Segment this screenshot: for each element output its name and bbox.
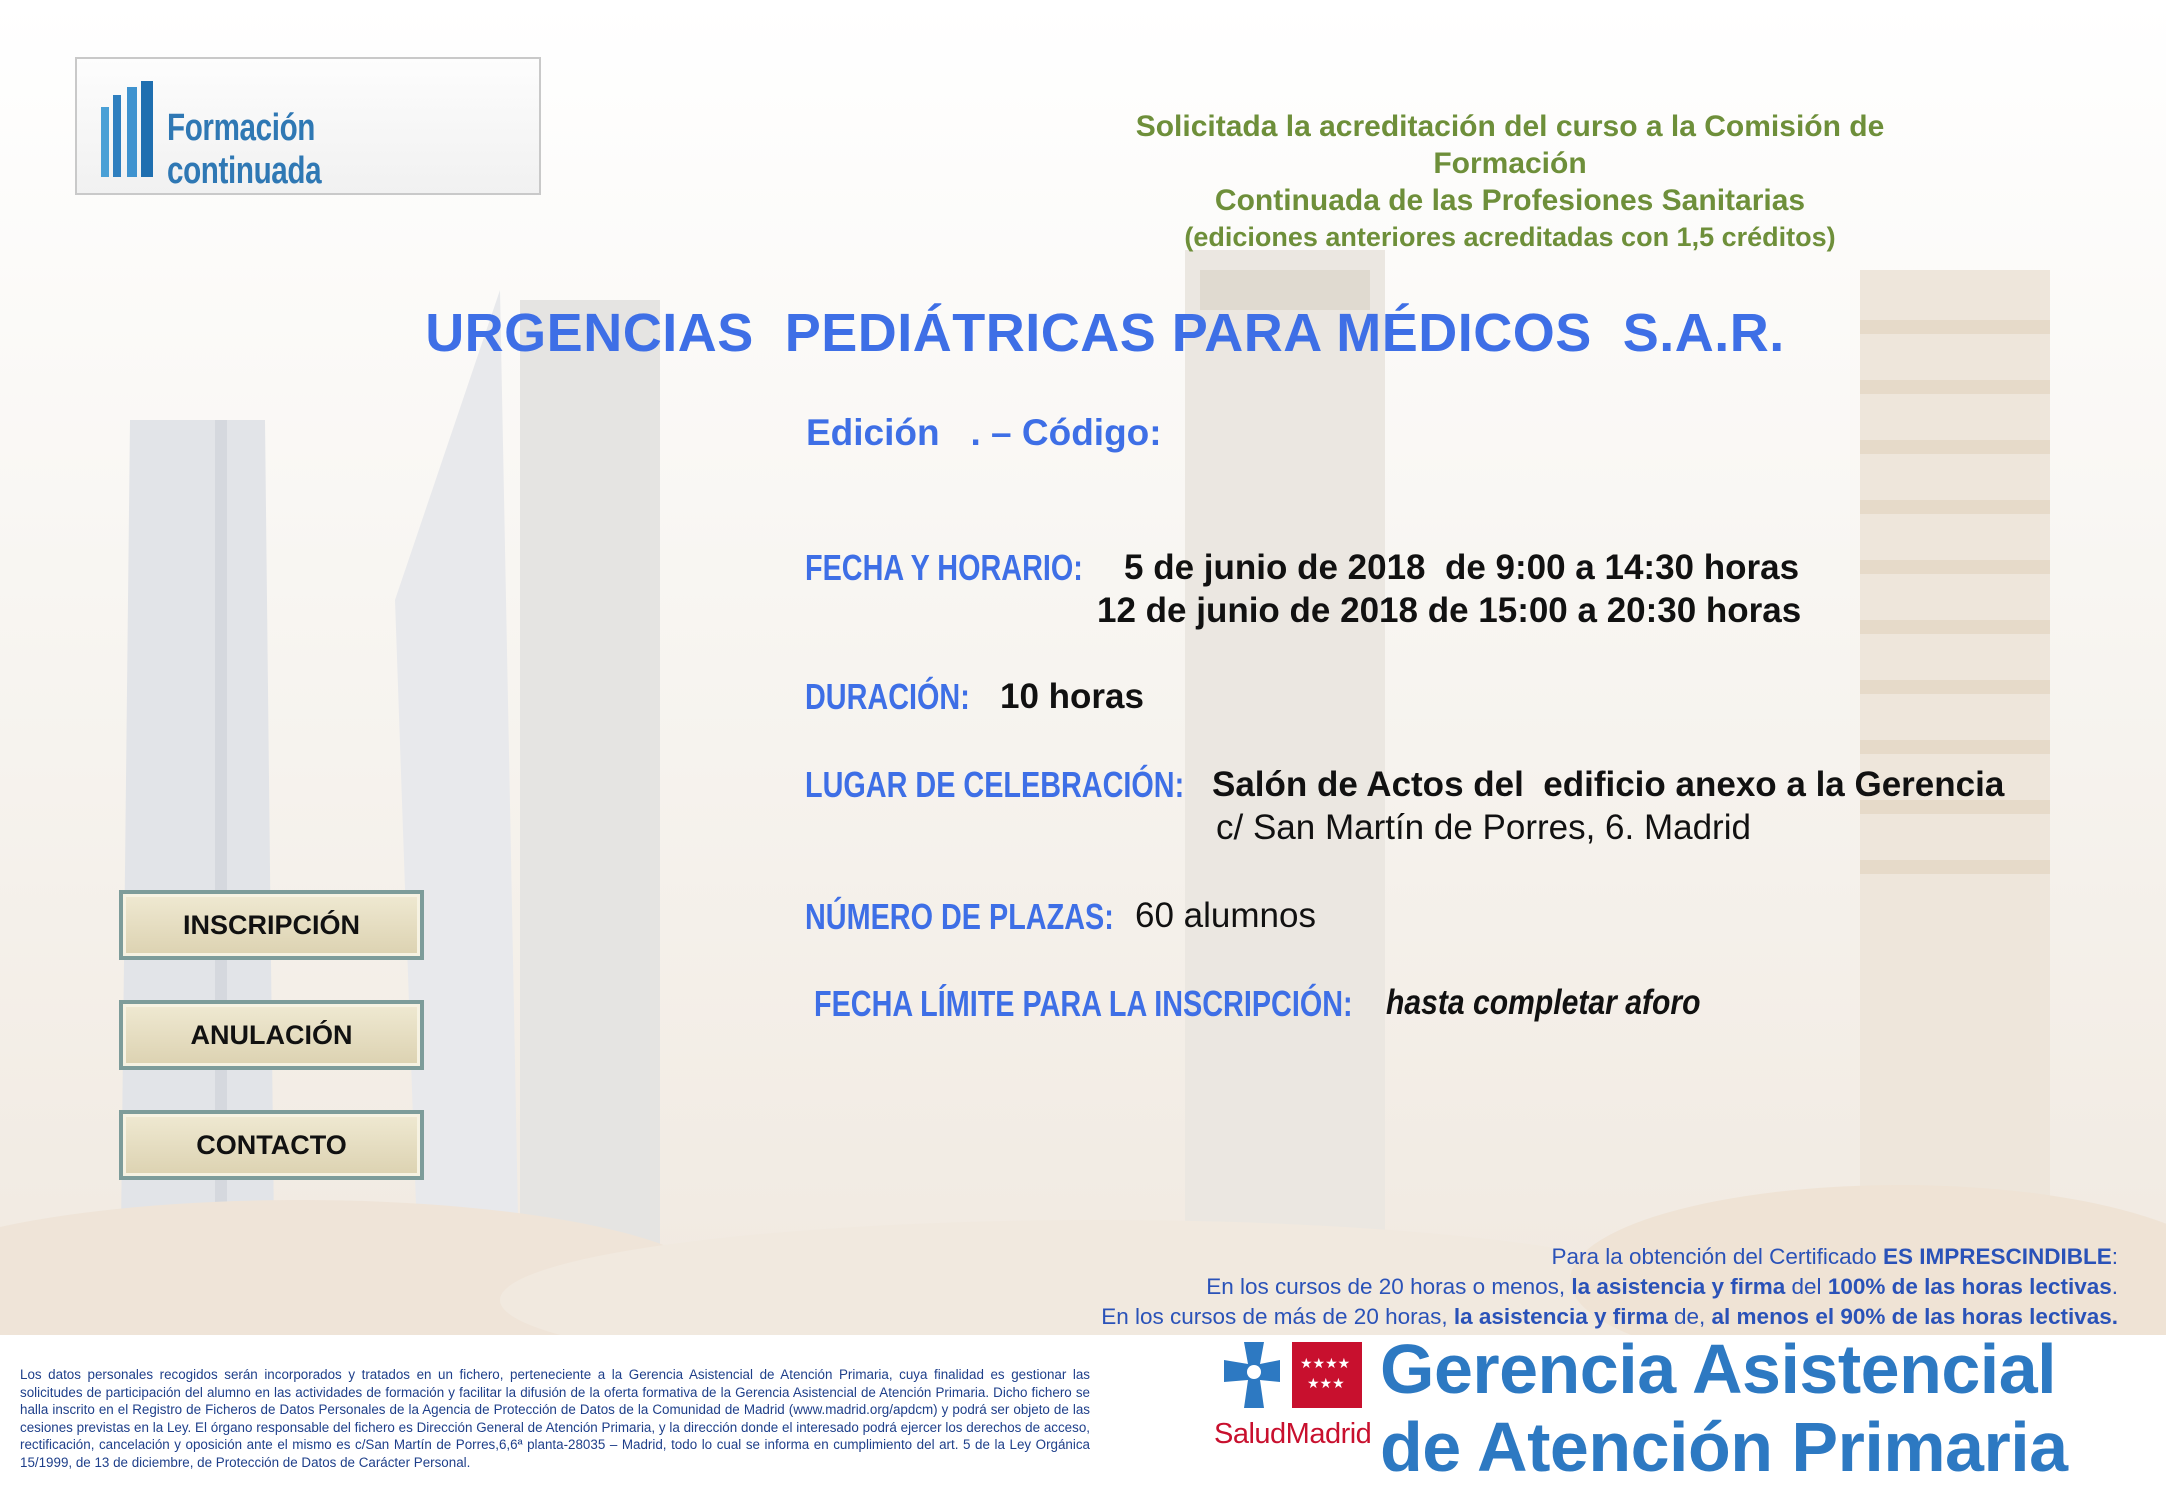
certificate-emphasis: ES IMPRESCINDIBLE: [1882, 1244, 2112, 1269]
accreditation-notice: [1080, 108, 1940, 256]
certificate-text: En los cursos de 20 horas o menos,: [1206, 1274, 1572, 1299]
certificate-emphasis: al menos el 90% de las horas lectivas.: [1711, 1304, 2118, 1329]
accreditation-line-1: Solicitada la acreditación del curso a la Comisión de Formación: [1135, 110, 1885, 180]
schedule-line-2: 12 de junio de 2018 de 15:00 a 20:30 horas: [1097, 591, 1802, 630]
formacion-continuada-logo: [75, 57, 541, 195]
certificate-line-3: [1101, 1302, 2118, 1332]
certificate-notice: [1101, 1242, 2118, 1332]
gerencia-line-1: Gerencia Asistencial: [1380, 1330, 2057, 1408]
building-bars-icon: [97, 77, 167, 181]
deadline-label: FECHA LÍMITE PARA LA INSCRIPCIÓN:: [814, 983, 1353, 1024]
svg-text:★★★: ★★★: [1307, 1376, 1345, 1392]
accreditation-line-3: (ediciones anteriores acreditadas con 1,5 créditos): [1184, 222, 1836, 252]
venue-label: LUGAR DE CELEBRACIÓN:: [805, 764, 1185, 805]
certificate-text: Para la obtención del Certificado: [1551, 1244, 1883, 1269]
inscripcion-button[interactable]: INSCRIPCIÓN: [119, 890, 424, 960]
venue-line-1: Salón de Actos del edificio anexo a la Gerencia: [1212, 765, 2005, 804]
certificate-line-2: [1101, 1272, 2118, 1302]
anulacion-button[interactable]: ANULACIÓN: [119, 1000, 424, 1070]
certificate-text: de,: [1667, 1304, 1712, 1329]
certificate-text: .: [2111, 1274, 2118, 1299]
duration-label: DURACIÓN:: [805, 676, 970, 717]
health-figure-icon: [1224, 1342, 1280, 1408]
certificate-text: En los cursos de más de 20 horas,: [1101, 1304, 1454, 1329]
contacto-button[interactable]: CONTACTO: [119, 1110, 424, 1180]
certificate-text: :: [2111, 1244, 2118, 1269]
seats-label: NÚMERO DE PLAZAS:: [805, 896, 1114, 937]
salud-madrid-text: SaludMadrid: [1214, 1418, 1372, 1450]
certificate-emphasis: la asistencia y firma: [1453, 1304, 1668, 1329]
edition-code: Edición . – Código:: [806, 412, 1162, 453]
certificate-text: del: [1785, 1274, 1828, 1299]
gerencia-logo-text: [1380, 1330, 2068, 1486]
svg-text:★★★★: ★★★★: [1300, 1356, 1351, 1372]
deadline-value: hasta completar aforo: [1386, 983, 1701, 1022]
certificate-emphasis: la asistencia y firma: [1571, 1274, 1786, 1299]
accreditation-line-2: Continuada de las Profesiones Sanitarias: [1214, 184, 1806, 217]
schedule-line-1: 5 de junio de 2018 de 9:00 a 14:30 horas: [1124, 548, 1800, 587]
course-title: URGENCIAS PEDIÁTRICAS PARA MÉDICOS S.A.R.: [425, 303, 1785, 363]
duration-value: 10 horas: [1000, 677, 1144, 716]
logo-text: Formación continuada: [167, 107, 322, 192]
legal-notice: Los datos personales recogidos serán incorporados y tratados en un fichero, perteneciente a la Gerencia Asistencial de Atención Primaria, cuya finalidad es gestionar las solicitudes de participación del alumno en las actividades de formación y facilitar la difusión de la oferta formativa de la Gerencia Asistencial de Atención Primaria. Dicho fichero se halla inscrito en el Registro de Ficheros de Datos Personales de la Agencia de Protección de Datos de la Comunidad de Madrid (www.madrid.org/apdcm) y podrá ser objeto de las cesiones previstas en la Ley. El órgano responsable del fichero es Dirección General de Atención Primaria, y la dirección donde el interesado podrá ejercer los derechos de acceso, rectificación, cancelación y oposición ante el mismo es c/San Martín de Porres,6,6ª planta-28035 – Madrid, todo lo cual se informa en cumplimiento del art. 5 de la Ley Orgánica 15/1999, de 13 de diciembre, de Protección de Datos de Carácter Personal.: [20, 1367, 1090, 1470]
venue-line-2: c/ San Martín de Porres, 6. Madrid: [1216, 808, 1751, 847]
gerencia-line-2: de Atención Primaria: [1380, 1408, 2068, 1486]
certificate-emphasis: 100% de las horas lectivas: [1827, 1274, 2112, 1299]
seats-value: 60 alumnos: [1135, 896, 1316, 935]
schedule-label: FECHA Y HORARIO:: [805, 547, 1083, 588]
madrid-flag-icon: [1292, 1342, 1362, 1408]
certificate-line-1: [1101, 1242, 2118, 1272]
